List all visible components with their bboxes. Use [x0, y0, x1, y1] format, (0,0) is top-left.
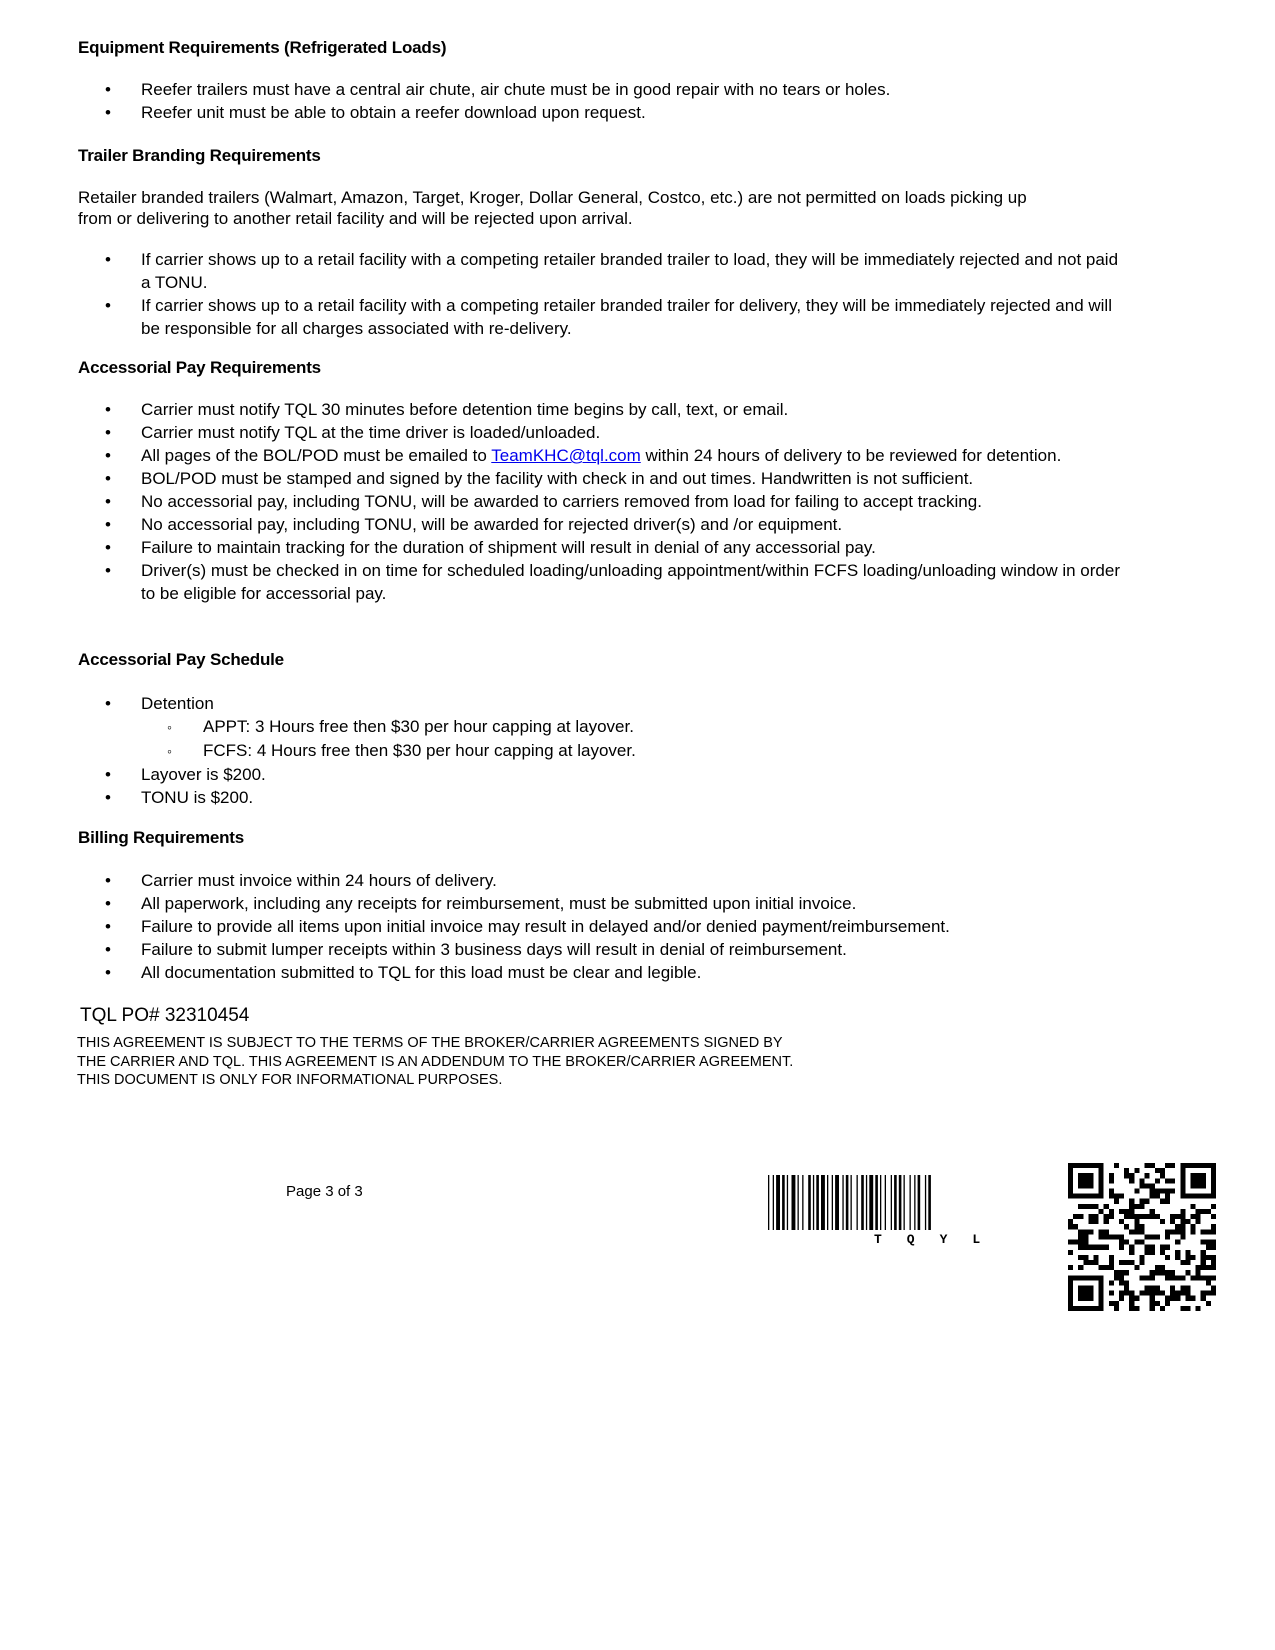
accessorial-schedule-heading: Accessorial Pay Schedule — [78, 650, 284, 669]
accessorial-requirements-list — [0, 398, 1120, 605]
list-item: • All pages of the BOL/POD must be emailed to TeamKHC@tql.com within 24 hours of delivery to be reviewed for detention. — [105, 446, 1062, 465]
list-item: • Failure to maintain tracking for the duration of shipment will result in denial of any accessorial pay. — [105, 538, 876, 557]
list-item: • Driver(s) must be checked in on time for scheduled loading/unloading appointment/within FCFS loading/unloading window in order to be eligible for accessorial pay. — [105, 561, 1120, 603]
list-item: • Failure to provide all items upon initial invoice may result in delayed and/or denied payment/reimbursement. — [105, 917, 950, 936]
accessorial-schedule-list — [0, 692, 1120, 809]
equipment-heading: Equipment Requirements (Refrigerated Loads) — [78, 38, 447, 57]
list-item: • Failure to submit lumper receipts within 3 business days will result in denial of reimbursement. — [105, 940, 847, 959]
list-item: • Detention ◦ APPT: 3 Hours free then $30 per hour capping at layover. ◦ FCFS: 4 Hours free then $30 per hour capping at layover. — [0, 692, 1120, 763]
list-item: • Carrier must notify TQL at the time driver is loaded/unloaded. — [105, 423, 601, 442]
disclaimer-text: THIS AGREEMENT IS SUBJECT TO THE TERMS OF THE BROKER/CARRIER AGREEMENTS SIGNED BY THE CARRIER AND TQL. THIS AGREEMENT IS AN ADDENDUM TO THE BROKER/CARRIER AGREEMENT. THIS DOCUMENT IS ONLY FOR INFORMATIONAL PURPOSES. — [77, 1035, 794, 1088]
detention-sublist — [141, 715, 1120, 763]
list-item: • All documentation submitted to TQL for this load must be clear and legible. — [105, 963, 702, 982]
email-link[interactable]: TeamKHC@tql.com — [491, 446, 641, 465]
list-item: • Carrier must notify TQL 30 minutes before detention time begins by call, text, or email. — [105, 400, 789, 419]
list-item: • Reefer trailers must have a central air chute, air chute must be in good repair with no tears or holes. — [105, 80, 891, 99]
barcode-text: TQYL — [874, 1232, 1006, 1247]
barcode — [768, 1175, 1050, 1233]
branding-heading: Trailer Branding Requirements — [78, 146, 321, 165]
list-item: • Layover is $200. — [105, 765, 266, 784]
page-number: Page 3 of 3 — [286, 1183, 363, 1200]
list-item: • No accessorial pay, including TONU, will be awarded to carriers removed from load for failing to accept tracking. — [105, 492, 982, 511]
list-item: • If carrier shows up to a retail facility with a competing retailer branded trailer to load, they will be immediately rejected and not paid a TONU. — [105, 250, 1119, 292]
branding-list — [0, 248, 1120, 340]
list-item: • Reefer unit must be able to obtain a reefer download upon request. — [105, 103, 646, 122]
list-item: • TONU is $200. — [105, 788, 254, 807]
po-number: TQL PO# 32310454 — [80, 1005, 250, 1026]
list-item: • BOL/POD must be stamped and signed by the facility with check in and out times. Handwritten is not sufficient. — [105, 469, 974, 488]
list-item: • Carrier must invoice within 24 hours of delivery. — [105, 871, 497, 890]
sub-list-item: ◦ FCFS: 4 Hours free then $30 per hour capping at layover. — [167, 741, 636, 760]
branding-paragraph: Retailer branded trailers (Walmart, Amazon, Target, Kroger, Dollar General, Costco, etc.) are not permitted on loads picking up from or delivering to another retail facility and will be rejected upon arrival. — [78, 188, 1027, 228]
qr-code — [1068, 1163, 1216, 1311]
list-item: • No accessorial pay, including TONU, will be awarded for rejected driver(s) and /or equipment. — [105, 515, 843, 534]
list-item: • If carrier shows up to a retail facility with a competing retailer branded trailer for delivery, they will be immediately rejected and will be responsible for all charges associated with re-delivery. — [105, 296, 1112, 338]
equipment-list — [0, 78, 1120, 124]
list-item: • All paperwork, including any receipts for reimbursement, must be submitted upon initial invoice. — [105, 894, 857, 913]
billing-heading: Billing Requirements — [78, 828, 245, 847]
sub-list-item: ◦ APPT: 3 Hours free then $30 per hour capping at layover. — [167, 717, 634, 736]
accessorial-requirements-heading: Accessorial Pay Requirements — [78, 358, 321, 377]
billing-list — [0, 869, 1120, 984]
